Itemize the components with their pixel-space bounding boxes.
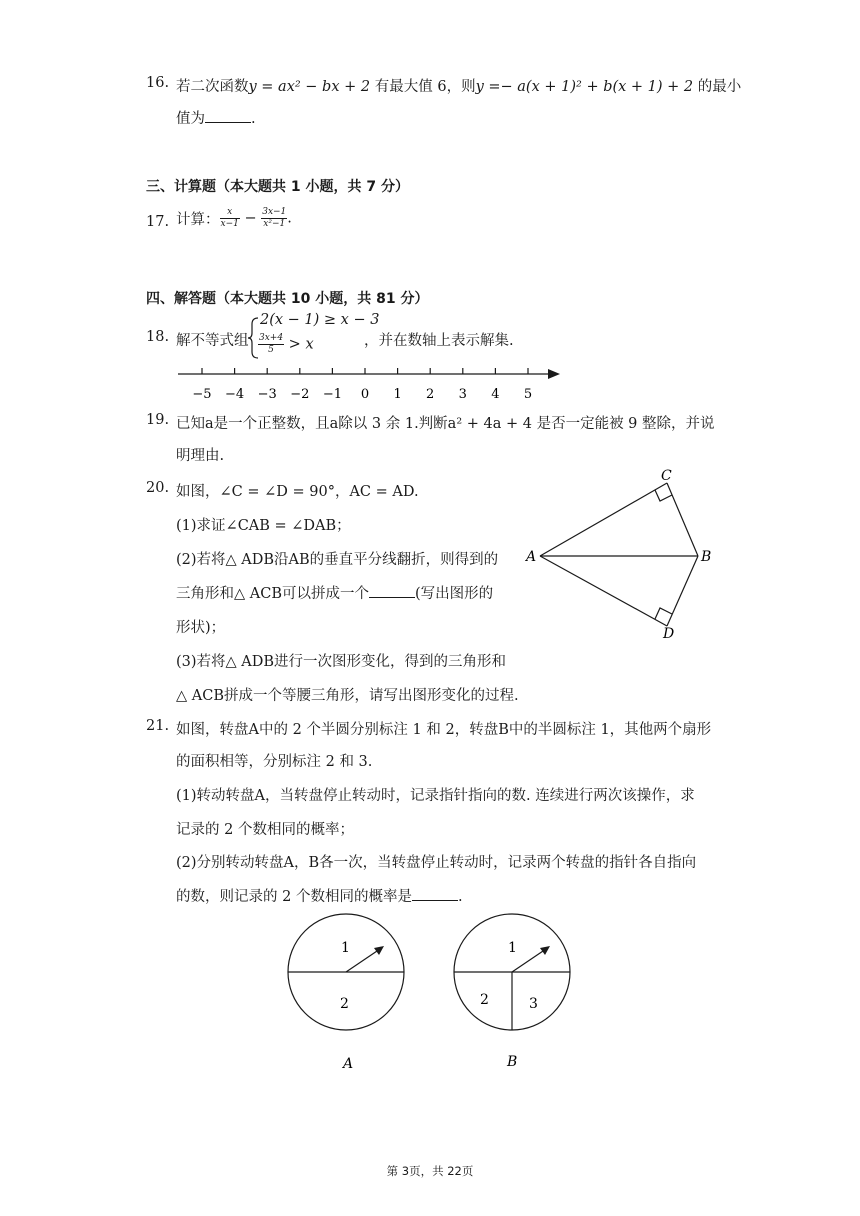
section-title: 三、计算题（本大题共 1 小题，共 7 分） bbox=[146, 179, 409, 195]
vertex-label-b: B bbox=[701, 549, 712, 565]
number-line-tick-label: 4 bbox=[491, 387, 500, 402]
number-line-tick-label: −3 bbox=[257, 387, 277, 402]
q17-text: − bbox=[239, 210, 262, 227]
spinner-label: B bbox=[507, 1054, 518, 1070]
answer-blank bbox=[369, 585, 415, 598]
segment-ad bbox=[540, 556, 667, 626]
sector-label: 2 bbox=[340, 996, 349, 1012]
number-line-tick-label: −2 bbox=[290, 387, 310, 402]
page-footer: 第 3页，共 22页 bbox=[386, 1164, 474, 1178]
q16-expr1: y = ax² − bx + 2 bbox=[248, 79, 371, 95]
number-line-tick-label: −5 bbox=[192, 387, 212, 402]
q21-line2: 的面积相等，分别标注 2 和 3. bbox=[176, 754, 373, 770]
q20-part2-line1: (2)若将△ ADB沿AB的垂直平分线翻折，则得到的 bbox=[176, 552, 499, 568]
segment-cb bbox=[667, 483, 698, 556]
spinner-label: A bbox=[343, 1056, 354, 1072]
spinner-pointer bbox=[346, 949, 380, 972]
q16-text: 有最大值 6，则 bbox=[370, 79, 476, 95]
q20-part1: (1)求证∠CAB = ∠DAB； bbox=[176, 518, 351, 534]
q16-expr2: y =− a(x + 1)² + b(x + 1) + 2 bbox=[475, 79, 694, 95]
question-number: 16. bbox=[146, 75, 170, 91]
q21-part1-line2: 记录的 2 个数相同的概率； bbox=[176, 822, 354, 838]
number-line bbox=[172, 362, 564, 406]
spinner-b-figure bbox=[451, 912, 579, 1076]
q17-text: . bbox=[287, 210, 292, 227]
fraction: $\frac{3x+4}{5}$ bbox=[259, 333, 284, 355]
number-line-tick-label: −4 bbox=[225, 387, 245, 402]
number-line-tick-label: 5 bbox=[523, 387, 533, 402]
segment-db bbox=[667, 556, 698, 626]
q18-inequality2: $\frac{3x+4}{5}$ > x bbox=[259, 333, 314, 355]
number-line-tick-label: 1 bbox=[393, 387, 402, 402]
fraction: $\frac{3x-1}{\text{x²−1}}$ bbox=[262, 207, 287, 229]
spinner-a-figure bbox=[284, 912, 412, 1076]
q16-text: 若二次函数 bbox=[176, 79, 249, 95]
q16-text: 值为 bbox=[176, 111, 205, 127]
q20-part3-line2: △ ACB拼成一个等腰三角形，请写出图形变化的过程. bbox=[176, 688, 519, 704]
vertex-label-c: C bbox=[661, 468, 672, 484]
right-angle-mark-c bbox=[655, 490, 672, 501]
question-number: 19. bbox=[146, 412, 170, 428]
q18-suffix: ，并在数轴上表示解集. bbox=[364, 333, 514, 349]
triangle-figure bbox=[520, 466, 720, 642]
arrow-head-icon bbox=[540, 946, 550, 955]
sector-label: 2 bbox=[480, 992, 489, 1008]
number-line-tick-label: 2 bbox=[426, 387, 435, 402]
right-angle-mark-d bbox=[655, 608, 672, 619]
q19-line2: 明理由. bbox=[176, 448, 225, 464]
q21-part2-line2: 的数，则记录的 2 个数相同的概率是 . bbox=[176, 889, 463, 905]
answer-blank bbox=[412, 888, 458, 901]
q16-line1 bbox=[176, 75, 741, 96]
sector-label: 1 bbox=[341, 940, 350, 956]
spinner-pointer bbox=[512, 949, 546, 972]
fraction: $\frac{x}{x-1}$ bbox=[220, 207, 239, 229]
q17-text: 计算： bbox=[176, 212, 220, 228]
number-line-tick-label: 0 bbox=[360, 387, 370, 402]
section-title: 四、解答题（本大题共 10 小题，共 81 分） bbox=[146, 291, 429, 307]
q21-line1: 如图，转盘A中的 2 个半圆分别标注 1 和 2，转盘B中的半圆标注 1，其他两个扇形 bbox=[176, 722, 712, 738]
q20-line1: 如图，∠C = ∠D = 90°，AC = AD. bbox=[176, 484, 419, 500]
q16-line2 bbox=[176, 107, 256, 128]
q20-part2-line2: 三角形和△ ACB可以拼成一个 (写出图形的 bbox=[176, 586, 494, 602]
q19-line1: 已知a是一个正整数，且a除以 3 余 1.判断a² + 4a + 4 是否一定能被 9 整除，并说 bbox=[176, 416, 715, 432]
q21-part2-line1: (2)分别转动转盘A，B各一次，当转盘停止转动时，记录两个转盘的指针各自指向 bbox=[176, 855, 697, 871]
vertex-label-a: A bbox=[526, 549, 537, 565]
q16-text: . bbox=[251, 111, 256, 127]
arrow-head-icon bbox=[374, 946, 384, 955]
segment-ac bbox=[540, 483, 667, 556]
q20-part2-line3: 形状)； bbox=[176, 620, 226, 636]
vertex-label-d: D bbox=[663, 626, 675, 642]
question-number: 20. bbox=[146, 480, 170, 496]
q16-text: 的最小 bbox=[693, 79, 742, 95]
question-number: 18. bbox=[146, 329, 170, 345]
arrow-head-icon bbox=[548, 369, 560, 379]
q21-part1-line1: (1)转动转盘A，当转盘停止转动时，记录指针指向的数. 连续进行两次该操作，求 bbox=[176, 788, 695, 804]
sector-label: 1 bbox=[508, 940, 517, 956]
number-line-tick-label: −1 bbox=[322, 387, 342, 402]
q18-prefix: 解不等式组 bbox=[176, 333, 249, 349]
q18-inequality1: 2(x − 1) ≥ x − 3 bbox=[260, 312, 380, 328]
question-number: 17. bbox=[146, 214, 170, 230]
q20-part3-line1: (3)若将△ ADB进行一次图形变化，得到的三角形和 bbox=[176, 654, 507, 670]
number-line-tick-label: 3 bbox=[458, 387, 467, 402]
question-number: 21. bbox=[146, 718, 170, 734]
q17-line bbox=[176, 207, 292, 230]
sector-label: 3 bbox=[529, 996, 538, 1012]
answer-blank bbox=[205, 110, 251, 123]
